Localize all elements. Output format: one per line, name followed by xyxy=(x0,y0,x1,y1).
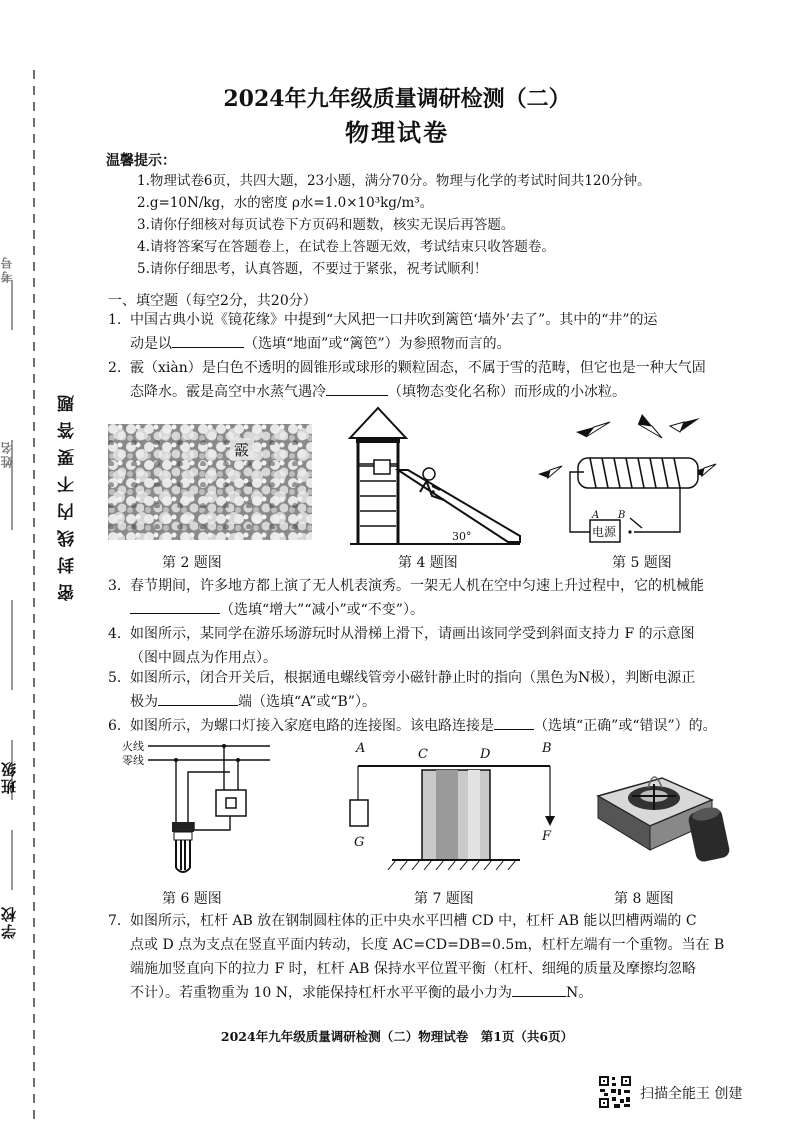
live-wire-label: 火线 xyxy=(122,740,144,753)
answer-blank xyxy=(172,333,244,348)
force-f-label: F xyxy=(542,829,552,844)
tip-item: 3.请你仔细核对每页试卷下方页码和题数，核实无误后再答题。 xyxy=(137,217,515,233)
weight-g-label: G xyxy=(354,835,365,850)
question-text: 极为 xyxy=(130,694,158,710)
question-text: （选填“增大”“减小”或“不变”）。 xyxy=(220,602,424,618)
figure-6-caption: 第 6 题图 xyxy=(162,891,222,907)
tip-item: 5.请你仔细思考，认真答题，不要过于紧张，祝考试顺利！ xyxy=(137,261,488,277)
tips-heading: 温馨提示： xyxy=(106,153,176,169)
question-3 xyxy=(108,574,768,622)
question-text: （填物态变化名称）而形成的小冰粒。 xyxy=(388,384,626,400)
answer-blank xyxy=(494,715,534,730)
question-1 xyxy=(108,308,768,356)
lamp-circuit-figure xyxy=(118,738,278,878)
seal-line-text: 密封线内不要答题 xyxy=(58,385,78,601)
question-text: 如图所示，某同学在游乐场游玩时从滑梯上滑下，请画出该同学受到斜面支持力 F 的示意图 xyxy=(130,626,695,642)
question-6 xyxy=(108,714,768,738)
compass-needle xyxy=(576,422,610,437)
question-text: 动是以 xyxy=(130,336,172,352)
question-text: 点或 D 点为支点在竖直平面内转动，长度 AC=CD=DB=0.5m，杠杆左端有一个重物。当在 B xyxy=(130,937,725,953)
slide-angle: 30° xyxy=(452,530,472,543)
question-text: 如图所示，杠杆 AB 放在钢制圆柱体的正中央水平凹槽 CD 中，杠杆 AB 能以凹槽两端的 C xyxy=(130,913,697,929)
question-text: 如图所示，为螺口灯接入家庭电路的连接图。该电路连接是 xyxy=(130,718,494,734)
graupel-label: 霰 xyxy=(234,441,250,459)
figure-5-caption: 第 5 题图 xyxy=(612,555,672,571)
figure-7-caption: 第 7 题图 xyxy=(414,891,474,907)
binding-margin xyxy=(0,0,105,1124)
figure-2-caption: 第 2 题图 xyxy=(162,555,222,571)
question-4 xyxy=(108,622,768,670)
solenoid-figure xyxy=(534,410,720,548)
question-text: 霰（xiàn）是白色不透明的圆锥形或球形的颗粒固态，不属于雪的范畴，但它也是一种大气固 xyxy=(130,360,706,376)
compass-needle xyxy=(538,466,562,478)
graupel-photo xyxy=(108,424,312,540)
question-5 xyxy=(108,666,768,714)
question-2 xyxy=(108,356,768,404)
question-number: 5. xyxy=(108,670,122,686)
question-text: 不计）。若重物重为 10 N，求能保持杠杆水平平衡的最小力为 xyxy=(130,985,512,1001)
tip-item: 4.请将答案写在答题卷上，在试卷上答题无效，考试结束只收答题卷。 xyxy=(137,239,555,255)
question-text: 如图所示，闭合开关后，根据通电螺线管旁小磁针静止时的指向（黑色为N极），判断电源正 xyxy=(130,670,696,686)
answer-blank xyxy=(158,691,238,706)
question-number: 7. xyxy=(108,913,122,929)
question-number: 3. xyxy=(108,578,122,594)
point-d-label: D xyxy=(480,747,491,762)
question-text: 态降水。霰是高空中水蒸气遇冷 xyxy=(130,384,326,400)
point-c-label: C xyxy=(418,747,428,762)
question-text: （选填“地面”或“篱笆”）为参照物而言的。 xyxy=(244,336,511,352)
power-source-label: 电源 xyxy=(592,525,617,539)
question-text: 端施加竖直向下的拉力 F 时，杠杆 AB 保持水平位置平衡（杠杆、细绳的质量及摩擦均忽略 xyxy=(130,961,696,977)
name-label: 姓名 xyxy=(0,440,14,468)
lever-figure xyxy=(338,740,568,872)
terminal-b-label: B xyxy=(618,510,626,521)
compass-needle xyxy=(670,418,700,432)
figure-8-caption: 第 8 题图 xyxy=(614,891,674,907)
neutral-wire-label: 零线 xyxy=(122,754,144,767)
qr-code-icon xyxy=(598,1075,632,1109)
exam-title: 2024年九年级质量调研检测（二） xyxy=(223,86,571,112)
point-a-label: A xyxy=(356,741,366,756)
exam-subject: 物理试卷 xyxy=(345,118,449,147)
question-number: 2. xyxy=(108,360,122,376)
slide-figure xyxy=(340,406,522,546)
question-text: （选填“正确”或“错误”）的。 xyxy=(534,718,717,734)
question-text: N。 xyxy=(565,985,593,1001)
question-text: 中国古典小说《镜花缘》中提到“大风把一口井吹到篱笆‘墙外’去了”。其中的“井”的运 xyxy=(130,312,658,328)
answer-blank xyxy=(512,982,566,997)
compass-needle xyxy=(638,414,662,438)
school-label: 学校 xyxy=(0,905,18,939)
figure-4-caption: 第 4 题图 xyxy=(398,555,458,571)
answer-blank xyxy=(130,599,220,614)
question-text: 春节期间，许多地方都上演了无人机表演秀。一架无人机在空中匀速上升过程中，它的机械能 xyxy=(130,578,704,594)
gas-stove-photo xyxy=(592,756,732,868)
question-text: （图中圆点为作用点）。 xyxy=(130,650,277,666)
question-number: 4. xyxy=(108,626,122,642)
class-label: 班级 xyxy=(0,760,18,794)
scanner-watermark: 扫描全能王 创建 xyxy=(640,1086,743,1102)
question-number: 6. xyxy=(108,718,122,734)
page-footer: 2024年九年级质量调研检测（二）物理试卷 第1页（共6页） xyxy=(220,1029,574,1044)
question-text: 端（选填“A”或“B”）。 xyxy=(238,694,376,710)
answer-blank xyxy=(326,381,388,396)
question-number: 1. xyxy=(108,312,122,328)
number-label: 考号 xyxy=(0,255,14,283)
point-b-label: B xyxy=(542,741,552,756)
tip-item: 2.g=10N/kg，水的密度 ρ水=1.0×10³kg/m³。 xyxy=(137,195,434,211)
question-7 xyxy=(108,909,768,1005)
binding-lines xyxy=(0,0,105,1124)
tip-item: 1.物理试卷6页，共四大题，23小题，满分70分。物理与化学的考试时间共120分钟。 xyxy=(137,173,651,189)
section-heading: 一、填空题（每空2分，共20分） xyxy=(108,293,317,309)
terminal-a-label: A xyxy=(592,510,600,521)
